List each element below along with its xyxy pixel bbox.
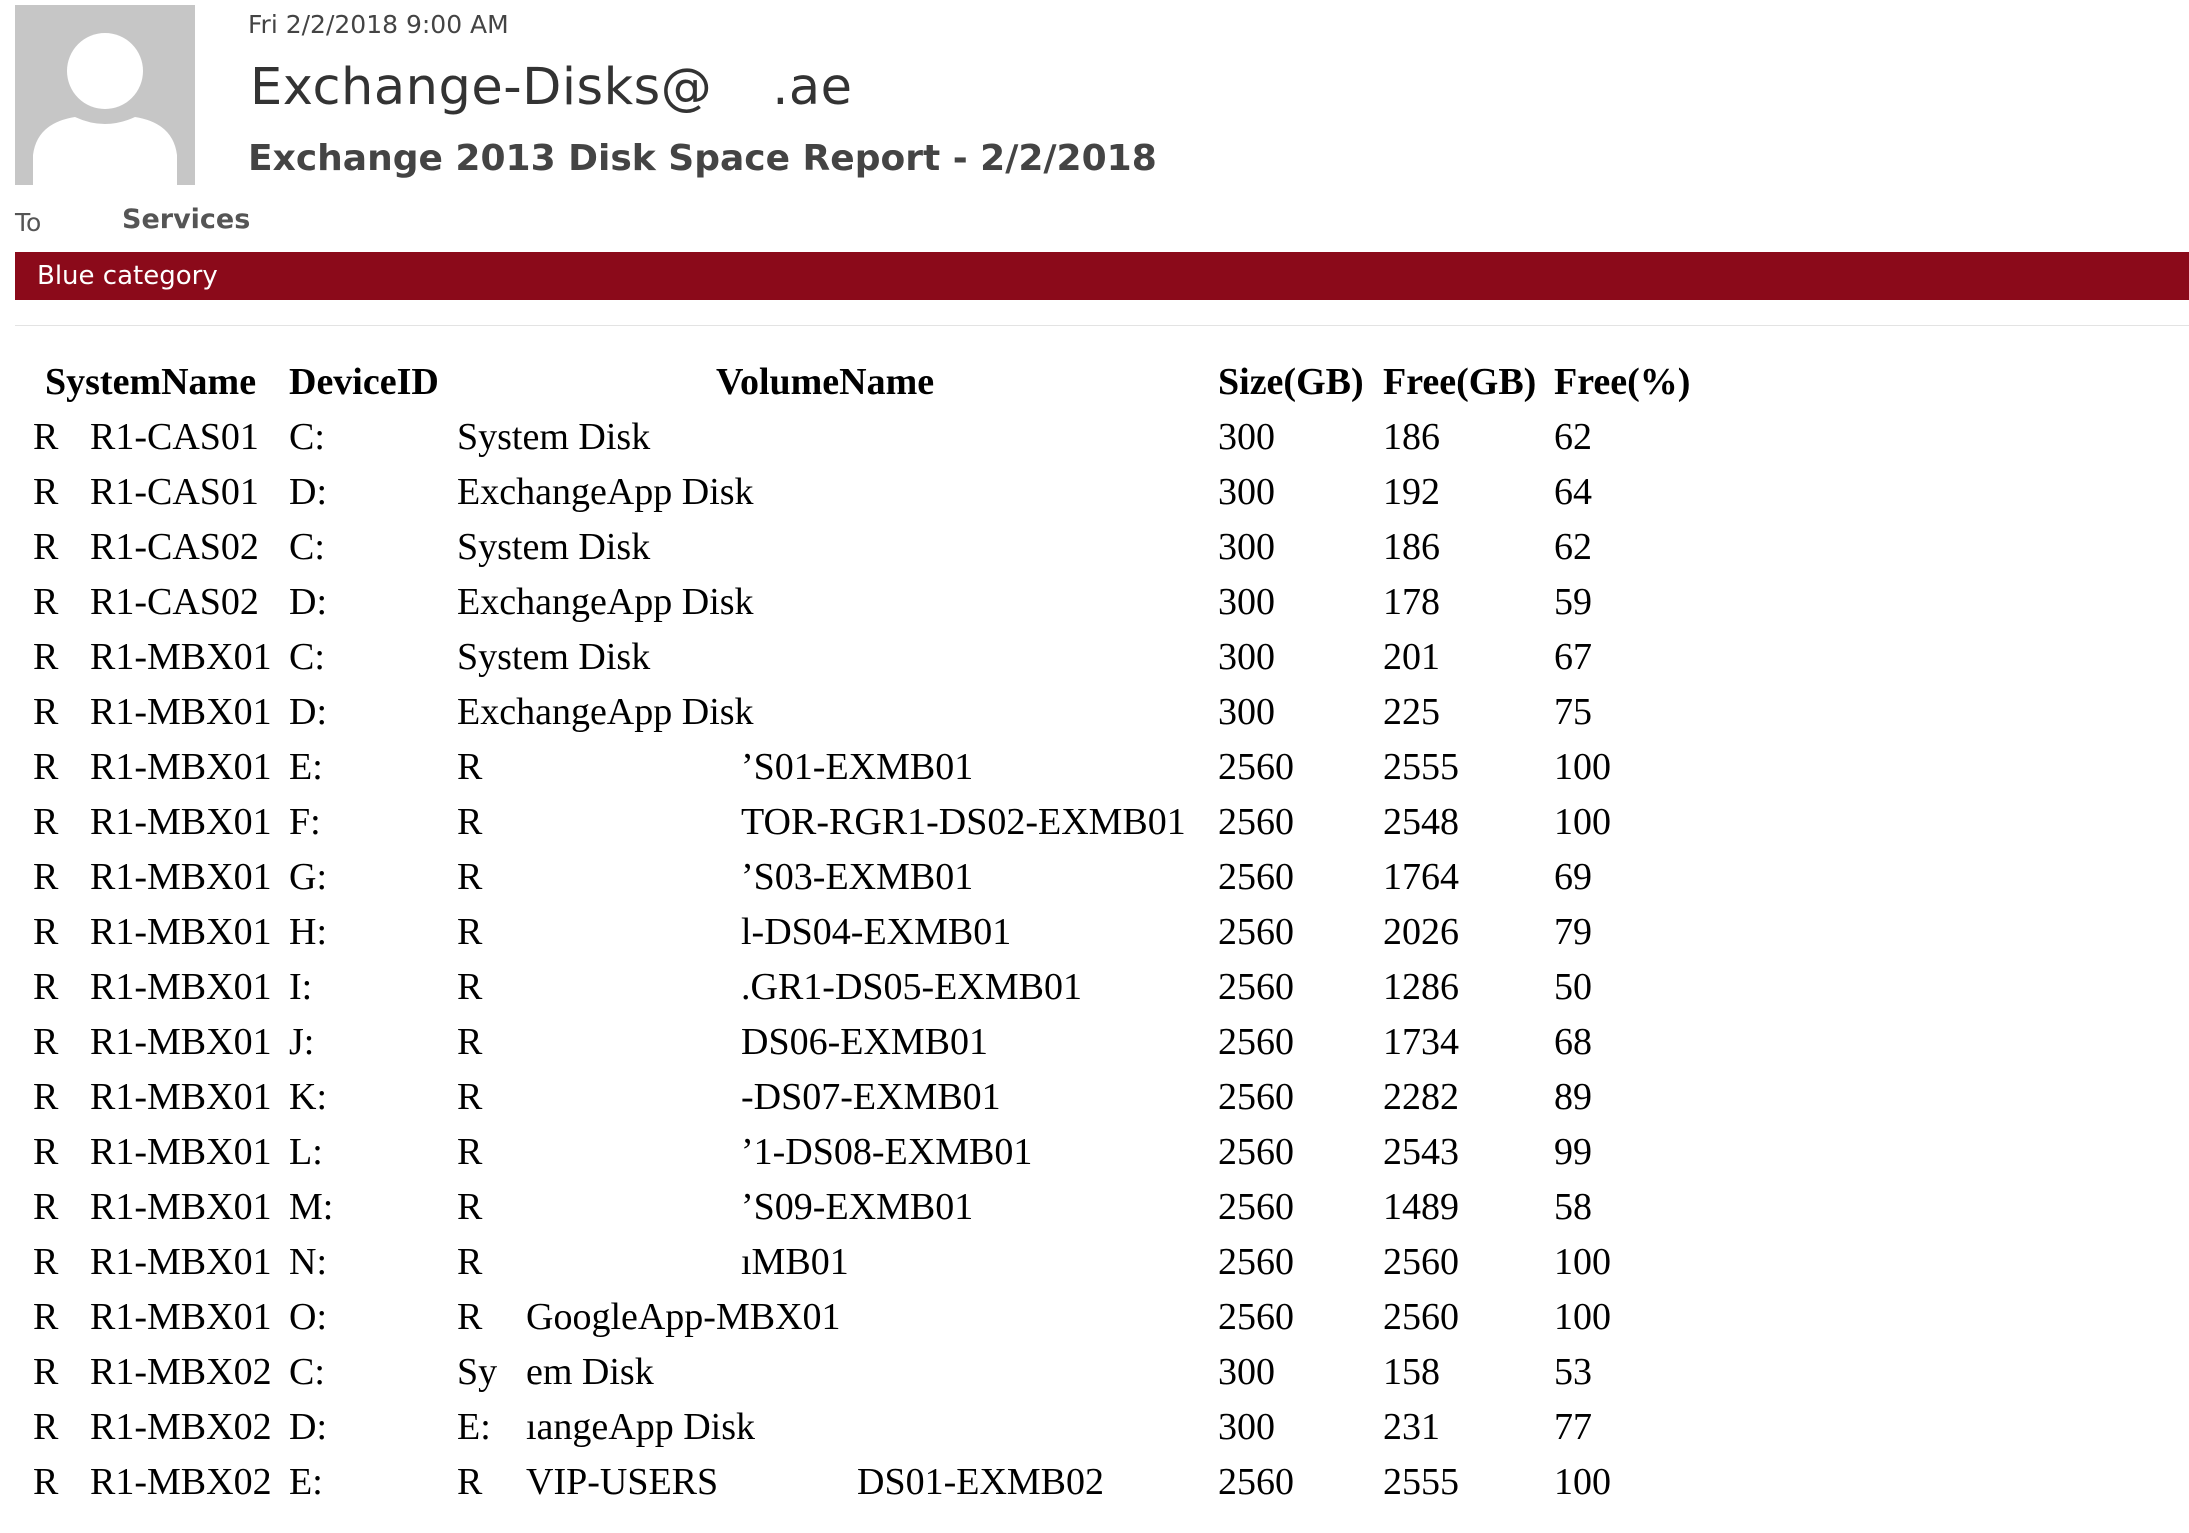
column-header-systemname: SystemName [45,361,257,403]
system-name: R1-MBX01 [90,1076,272,1118]
sender-domain: .ae [772,58,853,117]
table-row [0,415,2189,470]
volume-name-part-1: R [457,1186,483,1228]
volume-name-part-1: System Disk [457,636,651,678]
free-percent: 100 [1554,746,1611,788]
system-prefix: R [33,1076,59,1118]
volume-name-part-2: GoogleApp-MBX01 [526,1296,841,1338]
system-name: R1-MBX01 [90,1186,272,1228]
device-id: E: [289,746,323,788]
free-gb: 186 [1383,526,1440,568]
device-id: N: [289,1241,327,1283]
size-gb: 2560 [1218,1461,1294,1503]
system-prefix: R [33,801,59,843]
system-name: R1-CAS01 [90,416,259,458]
volume-name-part-2: em Disk [526,1351,654,1393]
table-row [0,690,2189,745]
volume-name-part-3: ’S01-EXMB01 [741,746,974,788]
free-percent: 99 [1554,1131,1592,1173]
column-header-volumename: VolumeName [716,361,935,403]
system-prefix: R [33,1131,59,1173]
device-id: E: [289,1461,323,1503]
system-prefix: R [33,636,59,678]
volume-name-part-1: R [457,1076,483,1118]
system-name: R1-MBX01 [90,1241,272,1283]
free-gb: 225 [1383,691,1440,733]
system-prefix: R [33,416,59,458]
table-row [0,580,2189,635]
free-percent: 62 [1554,416,1592,458]
free-gb: 1764 [1383,856,1459,898]
system-prefix: R [33,1241,59,1283]
size-gb: 300 [1218,471,1275,513]
device-id: G: [289,856,327,898]
size-gb: 2560 [1218,1021,1294,1063]
free-percent: 77 [1554,1406,1592,1448]
table-row [0,1405,2189,1460]
free-percent: 58 [1554,1186,1592,1228]
device-id: C: [289,636,325,678]
device-id: J: [289,1021,315,1063]
volume-name-part-3: TOR-RGR1-DS02-EXMB01 [741,801,1186,843]
volume-name-part-1: R [457,1241,483,1283]
sender-address: Exchange-Disks@ [250,58,713,117]
table-header-row [0,360,2189,415]
disk-report-table [0,360,2189,1515]
free-percent: 100 [1554,801,1611,843]
size-gb: 2560 [1218,1241,1294,1283]
free-percent: 68 [1554,1021,1592,1063]
volume-name-part-1: R [457,801,483,843]
table-row [0,1350,2189,1405]
free-percent: 89 [1554,1076,1592,1118]
table-row [0,800,2189,855]
volume-name-part-2: VIP-USERS [526,1461,719,1503]
device-id: O: [289,1296,327,1338]
size-gb: 2560 [1218,1131,1294,1173]
volume-name-part-3: .GR1-DS05-EXMB01 [741,966,1082,1008]
volume-name-part-1: R [457,1461,483,1503]
free-gb: 2548 [1383,801,1459,843]
free-gb: 1286 [1383,966,1459,1008]
free-gb: 2560 [1383,1296,1459,1338]
volume-name-part-3: -DS07-EXMB01 [741,1076,1001,1118]
table-row [0,1460,2189,1515]
to-recipient[interactable]: Services [122,204,251,235]
system-name: R1-CAS02 [90,526,259,568]
device-id: C: [289,416,325,458]
free-percent: 64 [1554,471,1592,513]
volume-name-part-1: R [457,1296,483,1338]
free-gb: 2026 [1383,911,1459,953]
device-id: I: [289,966,313,1008]
system-name: R1-MBX02 [90,1461,272,1503]
volume-name-part-1: Sy [457,1351,498,1393]
device-id: C: [289,526,325,568]
system-name: R1-MBX01 [90,746,272,788]
free-gb: 2282 [1383,1076,1459,1118]
volume-name-part-1: R [457,1131,483,1173]
system-prefix: R [33,856,59,898]
size-gb: 300 [1218,1406,1275,1448]
table-row [0,1075,2189,1130]
free-gb: 201 [1383,636,1440,678]
volume-name-part-1: System Disk [457,526,651,568]
size-gb: 300 [1218,581,1275,623]
device-id: D: [289,581,327,623]
size-gb: 2560 [1218,1076,1294,1118]
system-prefix: R [33,911,59,953]
system-name: R1-MBX01 [90,966,272,1008]
system-name: R1-CAS02 [90,581,259,623]
volume-name-part-1: R [457,746,483,788]
volume-name-part-3: DS06-EXMB01 [741,1021,989,1063]
device-id: L: [289,1131,323,1173]
column-header-deviceid: DeviceID [289,361,439,403]
volume-name-part-1: E: [457,1406,491,1448]
size-gb: 300 [1218,636,1275,678]
device-id: D: [289,691,327,733]
volume-name-part-4: DS01-EXMB02 [857,1461,1105,1503]
system-prefix: R [33,1351,59,1393]
free-percent: 79 [1554,911,1592,953]
system-prefix: R [33,1461,59,1503]
size-gb: 2560 [1218,1186,1294,1228]
system-prefix: R [33,966,59,1008]
table-row [0,1130,2189,1185]
system-name: R1-MBX01 [90,911,272,953]
system-prefix: R [33,1186,59,1228]
free-gb: 192 [1383,471,1440,513]
column-header-free: Free(GB) [1383,361,1537,403]
sender-avatar [15,5,195,185]
system-name: R1-CAS01 [90,471,259,513]
table-row [0,1020,2189,1075]
table-row [0,525,2189,580]
header-divider [15,325,2189,326]
system-name: R1-MBX01 [90,856,272,898]
free-percent: 69 [1554,856,1592,898]
volume-name-part-2: ıangeApp Disk [526,1406,756,1448]
free-percent: 100 [1554,1296,1611,1338]
column-header-free-percent: Free(%) [1554,361,1691,403]
table-row [0,1185,2189,1240]
device-id: H: [289,911,327,953]
device-id: K: [289,1076,327,1118]
category-bar[interactable] [15,252,2189,300]
free-gb: 1489 [1383,1186,1459,1228]
table-row [0,635,2189,690]
size-gb: 2560 [1218,911,1294,953]
device-id: D: [289,471,327,513]
free-gb: 2560 [1383,1241,1459,1283]
system-prefix: R [33,471,59,513]
table-row [0,470,2189,525]
free-gb: 1734 [1383,1021,1459,1063]
table-row [0,1295,2189,1350]
email-date: Fri 2/2/2018 9:00 AM [248,10,509,39]
volume-name-part-3: l-DS04-EXMB01 [741,911,1012,953]
device-id: F: [289,801,321,843]
free-gb: 2555 [1383,746,1459,788]
volume-name-part-3: ’S03-EXMB01 [741,856,974,898]
free-percent: 53 [1554,1351,1592,1393]
free-percent: 62 [1554,526,1592,568]
size-gb: 300 [1218,416,1275,458]
size-gb: 300 [1218,1351,1275,1393]
size-gb: 2560 [1218,966,1294,1008]
free-percent: 100 [1554,1461,1611,1503]
system-prefix: R [33,1406,59,1448]
size-gb: 2560 [1218,856,1294,898]
system-name: R1-MBX01 [90,636,272,678]
size-gb: 2560 [1218,1296,1294,1338]
system-prefix: R [33,1021,59,1063]
volume-name-part-1: R [457,966,483,1008]
volume-name-part-3: ’1-DS08-EXMB01 [741,1131,1033,1173]
free-percent: 59 [1554,581,1592,623]
system-name: R1-MBX01 [90,1296,272,1338]
device-id: M: [289,1186,334,1228]
volume-name-part-3: ’S09-EXMB01 [741,1186,974,1228]
volume-name-part-1: System Disk [457,416,651,458]
system-prefix: R [33,746,59,788]
free-gb: 2555 [1383,1461,1459,1503]
volume-name-part-1: R [457,856,483,898]
system-name: R1-MBX01 [90,801,272,843]
table-row [0,745,2189,800]
to-label: To [15,208,42,237]
system-prefix: R [33,581,59,623]
person-icon [15,5,195,185]
device-id: C: [289,1351,325,1393]
system-prefix: R [33,1296,59,1338]
size-gb: 300 [1218,691,1275,733]
volume-name-part-1: ExchangeApp Disk [457,691,754,733]
table-row [0,855,2189,910]
free-percent: 75 [1554,691,1592,733]
free-percent: 67 [1554,636,1592,678]
volume-name-part-1: R [457,911,483,953]
email-sender[interactable] [250,58,853,117]
table-row [0,910,2189,965]
system-prefix: R [33,526,59,568]
volume-name-part-3: ıMB01 [741,1241,849,1283]
free-gb: 158 [1383,1351,1440,1393]
device-id: D: [289,1406,327,1448]
free-percent: 100 [1554,1241,1611,1283]
size-gb: 300 [1218,526,1275,568]
system-name: R1-MBX02 [90,1406,272,1448]
system-name: R1-MBX01 [90,1131,272,1173]
size-gb: 2560 [1218,746,1294,788]
volume-name-part-1: ExchangeApp Disk [457,471,754,513]
system-name: R1-MBX01 [90,1021,272,1063]
free-gb: 178 [1383,581,1440,623]
free-percent: 50 [1554,966,1592,1008]
free-gb: 231 [1383,1406,1440,1448]
category-label: Blue category [37,261,218,291]
volume-name-part-1: R [457,1021,483,1063]
table-row [0,965,2189,1020]
column-header-size: Size(GB) [1218,361,1364,403]
volume-name-part-1: ExchangeApp Disk [457,581,754,623]
system-prefix: R [33,691,59,733]
free-gb: 186 [1383,416,1440,458]
system-name: R1-MBX01 [90,691,272,733]
system-name: R1-MBX02 [90,1351,272,1393]
size-gb: 2560 [1218,801,1294,843]
table-body [0,415,2189,1515]
email-subject: Exchange 2013 Disk Space Report - 2/2/2018 [248,138,1157,179]
table-row [0,1240,2189,1295]
free-gb: 2543 [1383,1131,1459,1173]
